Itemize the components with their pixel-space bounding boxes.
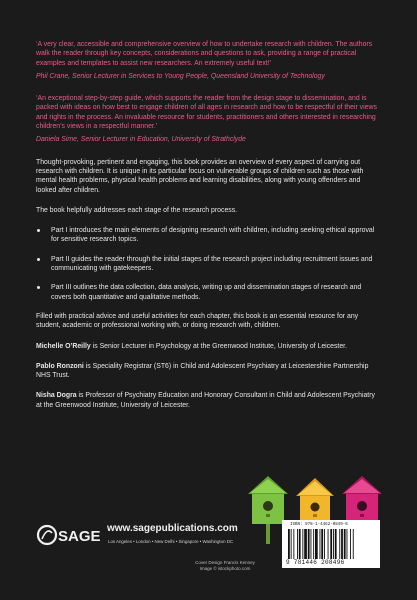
back-cover-text (36, 40, 380, 421)
author-desc: is Senior Lecturer in Psychology at the Greenwood Institute, University of Leicester. (90, 342, 347, 350)
isbn-label: ISBN: 978-1-4462-0849-6 (290, 523, 348, 527)
endorsement-quote: ‘An exceptional step-by-step guide, which supports the reader from the design stage to dissemination, and is packed with ideas on how best to engage children of all ages in research and how to be respectful of their views and rights in the process. An invaluable resource for students, practitioners and others interested in researching children’s views in a respectful manner.’ (36, 95, 377, 131)
endorsement-attribution: Daniela Sime, Senior Lecturer in Education, University of Strathclyde (36, 136, 246, 144)
logo-text: SAGE (58, 528, 101, 545)
endorsement-1 (36, 40, 380, 81)
author-name: Nisha Dogra (36, 392, 77, 400)
list-item (36, 226, 380, 245)
barcode-number: 9 781446 208496 (286, 559, 345, 566)
barcode-bars (288, 529, 374, 559)
author-bio (36, 391, 380, 410)
author-desc: is Speciality Registrar (ST6) in Child and Adolescent Psychiatry at Leicestershire Partnership NHS Trust. (36, 362, 369, 380)
author-name: Pablo Ronzoni (36, 362, 84, 370)
list-item (36, 255, 380, 274)
list-item (36, 283, 380, 302)
cover-design-credit: Cover Design Francis Kenney (195, 560, 255, 565)
closing-paragraph: Filled with practical advice and useful activities for each chapter, this book is an essential resource for any student, academic or professional working with, or doing research with, children. (36, 312, 359, 330)
author-bio (36, 362, 380, 381)
endorsement-quote: ‘A very clear, accessible and comprehensive overview of how to undertake research with children. The authors walk the reader through key concepts, considerations and questions to ask, providing a range of practical examples and templates to assist new researchers. An extremely useful text!’ (36, 41, 373, 67)
endorsement-attribution: Phil Crane, Senior Lecturer in Services to Young People, Queensland University of Technology (36, 72, 325, 80)
image-credit: Image © istockphoto.com (199, 566, 251, 571)
author-name: Michelle O’Reilly (36, 342, 91, 350)
sage-logo (36, 521, 106, 551)
author-desc: is Professor of Psychiatry Education and Honorary Consultant in Child and Adolescent Psychiatry at the Greenwood Institute, University of Leicester. (36, 392, 375, 409)
publisher-url[interactable]: www.sagepublications.com (107, 523, 238, 534)
author-bio (36, 342, 380, 351)
helps-paragraph: The book helpfully addresses each stage of the research process. (36, 206, 238, 214)
cover-credits (180, 560, 270, 572)
parts-list (36, 226, 380, 302)
publisher-cities: Los Angeles • London • New Delhi • Singapore • Washington DC (108, 539, 234, 544)
endorsement-2 (36, 94, 380, 144)
list-item-text: Part II guides the reader through the initial stages of the research project including recruitment issues and communicating with gatekeepers. (51, 255, 373, 273)
list-item-text: Part III outlines the data collection, data analysis, writing up and dissemination stages of research and covers both quantitative and qualitative methods. (51, 284, 362, 301)
list-item-text: Part I introduces the main elements of designing research with children, including seeking ethical approval for sensitive research topics. (51, 227, 375, 244)
barcode (282, 520, 380, 568)
intro-paragraph: Thought-provoking, pertinent and engaging, this book provides an overview of every aspect of carrying out research with children. It is unique in its particular focus on vulnerable groups of children such as those with mental health problems, physical health problems and learning disabilities, along with young offenders and looked after children. (36, 158, 364, 194)
